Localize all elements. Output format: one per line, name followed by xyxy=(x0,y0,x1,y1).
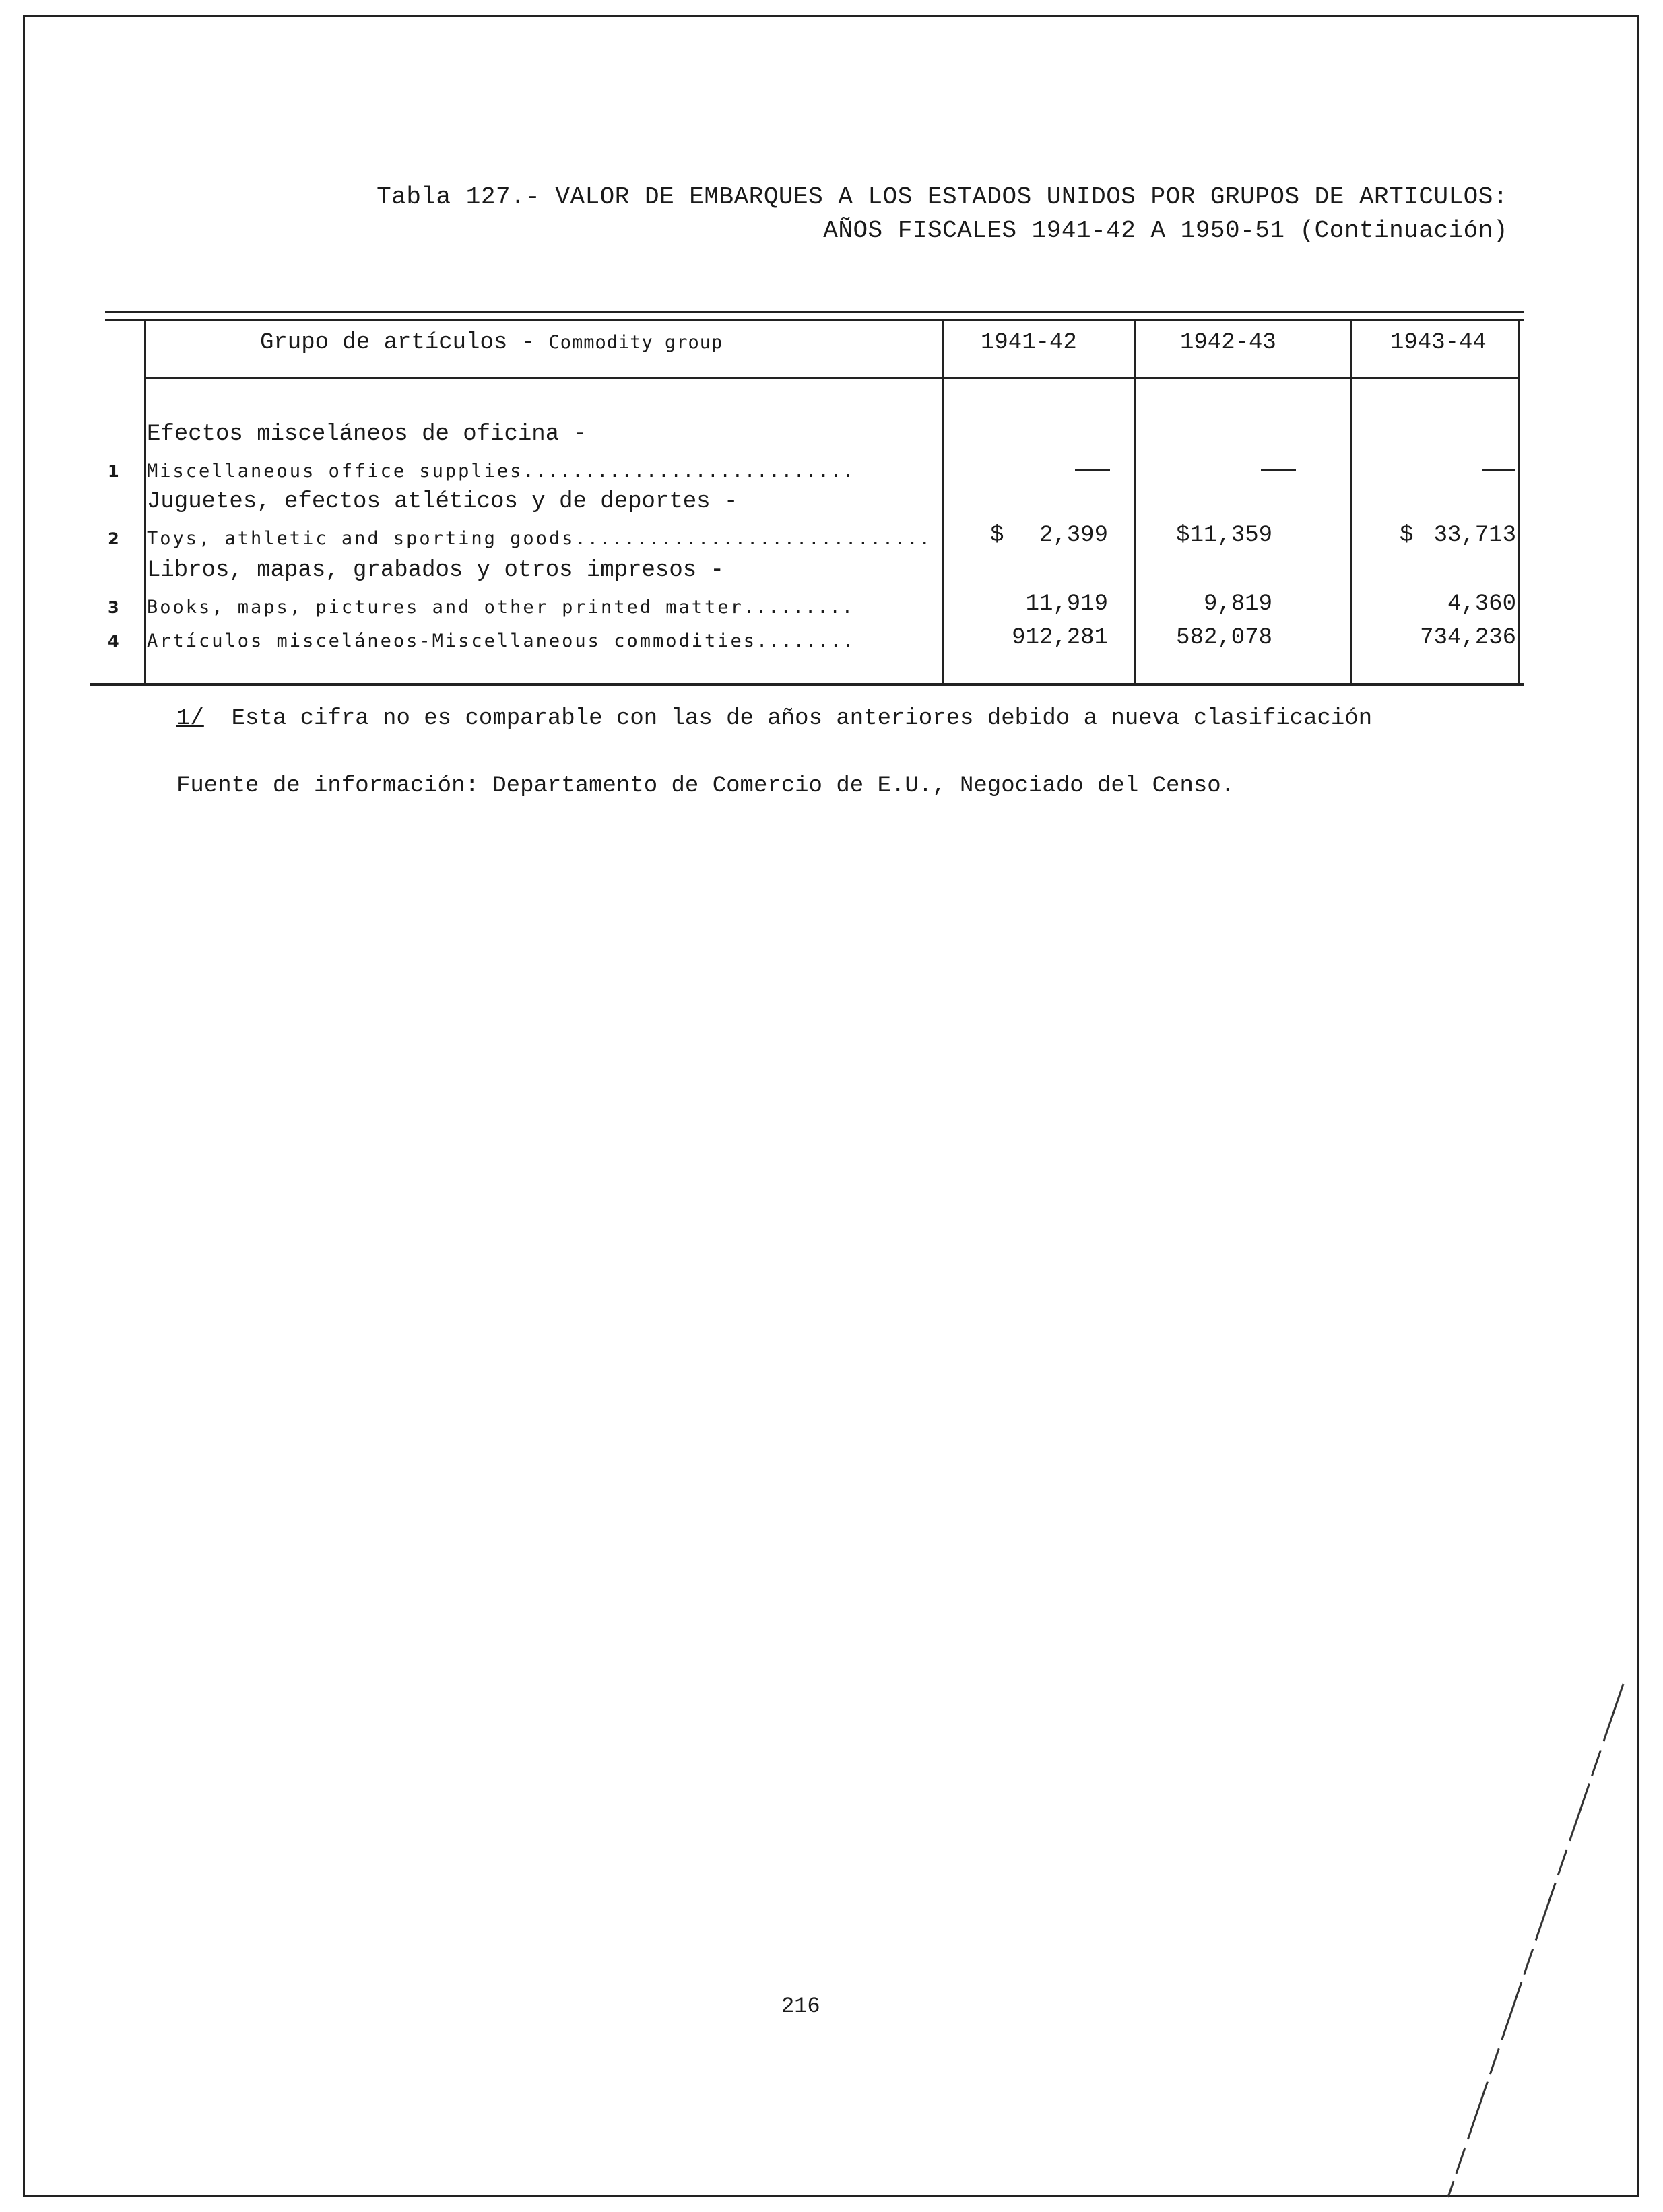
row-4-value-1943-44: 734,236 xyxy=(1420,625,1516,651)
page-number: 216 xyxy=(781,1994,820,2019)
table-title-line-1: Tabla 127.- VALOR DE EMBARQUES A LOS ESTADOS UNIDOS POR GRUPOS DE ARTICULOS: xyxy=(377,183,1508,211)
table-title-line-2: AÑOS FISCALES 1941-42 A 1950-51 (Continuación) xyxy=(823,217,1508,245)
source-note: Fuente de información: Departamento de Comercio de E.U., Negociado del Censo. xyxy=(176,773,1235,799)
row-2-value-1941-42: 2,399 xyxy=(1039,523,1108,548)
row-3-label-es: Libros, mapas, grabados y otros impresos - xyxy=(147,558,724,583)
header-year-1943-44: 1943-44 xyxy=(1390,330,1487,356)
row-4-value-1941-42: 912,281 xyxy=(1012,625,1108,651)
row-1-number: 1 xyxy=(108,462,119,481)
row-1-label-es: Efectos misceláneos de oficina - xyxy=(147,422,587,447)
row-2-value-1942-43: 11,359 xyxy=(1189,523,1272,548)
row-1-label-en: Miscellaneous office supplies........................... xyxy=(147,461,855,482)
footnote-marker: 1/ xyxy=(176,706,204,731)
row-2-number: 2 xyxy=(108,529,119,548)
leader-dots: ......... xyxy=(743,597,855,618)
header-group-en: Commodity group xyxy=(548,332,723,353)
leader-dots: ........................... xyxy=(523,461,855,482)
row-4-value-1942-43: 582,078 xyxy=(1176,625,1272,651)
row-3-value-1942-43: 9,819 xyxy=(1203,591,1272,617)
row-2-label-es: Juguetes, efectos atléticos y de deportes - xyxy=(147,489,738,515)
row-2-currency-1942-43: $ xyxy=(1176,523,1190,548)
row-2-currency-1943-44: $ xyxy=(1400,523,1414,548)
footnote-text: Esta cifra no es comparable con las de años anteriores debido a nueva clasificación xyxy=(231,706,1373,731)
row-2-label-en: Toys, athletic and sporting goods............................. xyxy=(147,528,932,549)
header-group-es: Grupo de artículos - xyxy=(260,330,535,356)
row-2-value-1943-44: 33,713 xyxy=(1433,523,1516,548)
header-year-1941-42: 1941-42 xyxy=(981,330,1077,356)
leader-dots: ............................. xyxy=(575,528,932,549)
row-4-label: Artículos misceláneos-Miscellaneous commodities........ xyxy=(147,630,855,651)
row-3-value-1941-42: 11,919 xyxy=(1025,591,1108,617)
leader-dots: ........ xyxy=(756,630,855,651)
row-4-number: 4 xyxy=(108,632,119,651)
row-2-currency-1941-42: $ xyxy=(990,523,1004,548)
row-3-label-en: Books, maps, pictures and other printed matter......... xyxy=(147,597,855,618)
header-year-1942-43: 1942-43 xyxy=(1180,330,1276,356)
row-3-value-1943-44: 4,360 xyxy=(1447,591,1516,617)
row-3-number: 3 xyxy=(108,598,119,617)
